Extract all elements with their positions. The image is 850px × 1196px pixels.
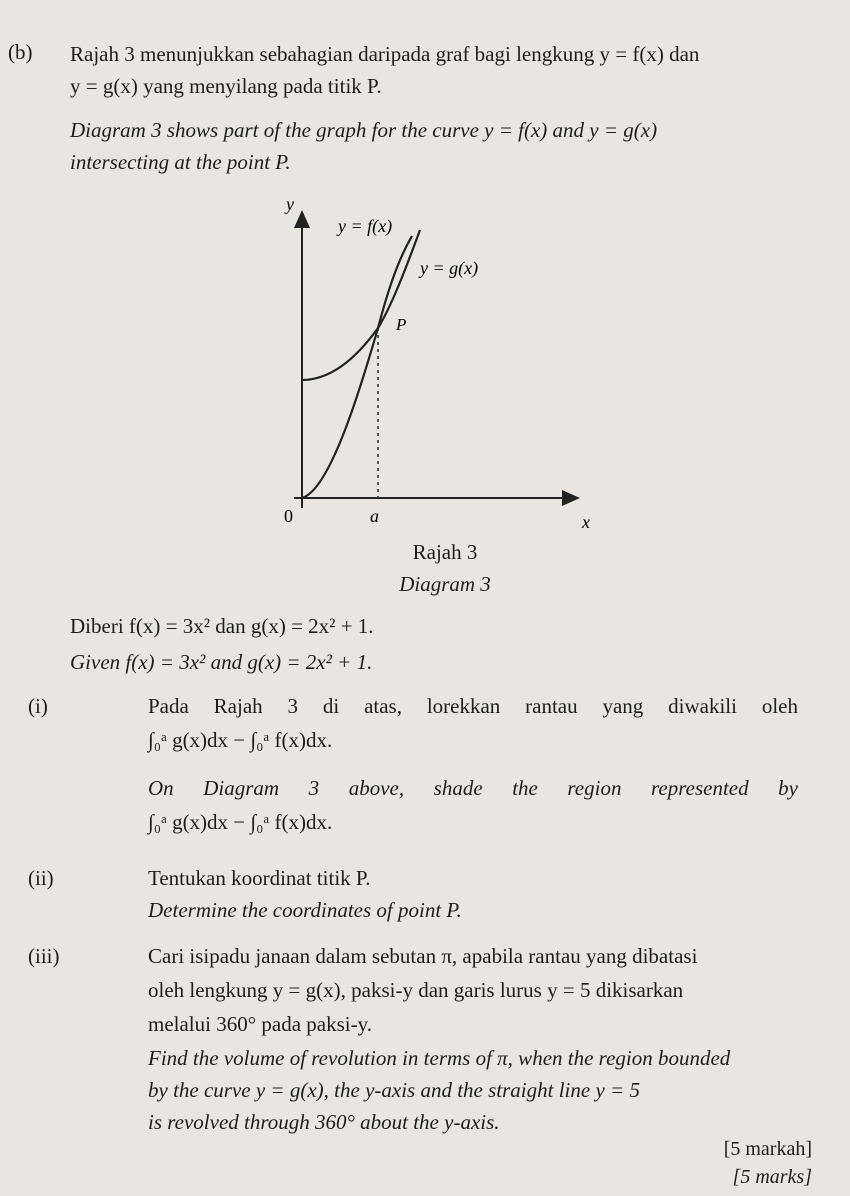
a-label: a [370,506,379,526]
part-iii-english-line2: by the curve y = g(x), the y-axis and the straight line y = 5 [148,1078,640,1102]
f-curve-label: y = f(x) [338,216,393,236]
part-iii-english-line3: is revolved through 360° about the y-axis. [148,1110,500,1134]
p-label: P [396,315,407,334]
given-english: Given f(x) = 3x² and g(x) = 2x² + 1. [70,650,373,674]
marks-malay: [5 markah] [723,1138,812,1160]
origin-label: 0 [284,506,293,526]
part-i-malay: Pada Rajah 3 di atas, lorekkan rantau yang diwakili oleh [148,694,798,718]
caption-english: Diagram 3 [399,572,491,596]
part-ii-malay: Tentukan koordinat titik P. [148,866,371,890]
part-iii-malay-line1: Cari isipadu janaan dalam sebutan π, apabila rantau yang dibatasi [148,944,698,968]
y-axis-label: y [286,194,294,214]
diagram-3-graph [260,190,600,530]
intro-malay-line2: y = g(x) yang menyilang pada titik P. [70,74,382,98]
curve-g [302,230,420,380]
part-iii-label: (iii) [28,944,60,968]
part-iii-malay-line2: oleh lengkung y = g(x), paksi-y dan garis lurus y = 5 dikisarkan [148,978,684,1002]
part-iii-malay-line3: melalui 360° pada paksi-y. [148,1012,372,1036]
intro-malay-line1: Rajah 3 menunjukkan sebahagian daripada graf bagi lengkung y = f(x) dan [70,42,700,66]
part-i-label: (i) [28,694,48,718]
part-ii-label: (ii) [28,866,54,890]
question-label: (b) [8,40,33,64]
caption-malay: Rajah 3 [412,540,478,564]
given-malay: Diberi f(x) = 3x² dan g(x) = 2x² + 1. [70,614,374,638]
part-i-english-expression: ∫₀ᵃ g(x)dx − ∫₀ᵃ f(x)dx. [148,810,333,834]
g-curve-label: y = g(x) [420,258,479,278]
part-iii-english-line1: Find the volume of revolution in terms of π, when the region bounded [148,1046,731,1070]
curve-f [302,236,412,498]
x-axis-label: x [582,512,590,530]
part-ii-english: Determine the coordinates of point P. [148,898,462,922]
intro-english-line2: intersecting at the point P. [70,150,291,174]
marks-english: [5 marks] [732,1166,812,1188]
part-i-malay-expression: ∫₀ᵃ g(x)dx − ∫₀ᵃ f(x)dx. [148,728,333,752]
part-i-english: On Diagram 3 above, shade the region represented by [148,776,798,800]
intro-english-line1: Diagram 3 shows part of the graph for the curve y = f(x) and y = g(x) [70,118,658,142]
